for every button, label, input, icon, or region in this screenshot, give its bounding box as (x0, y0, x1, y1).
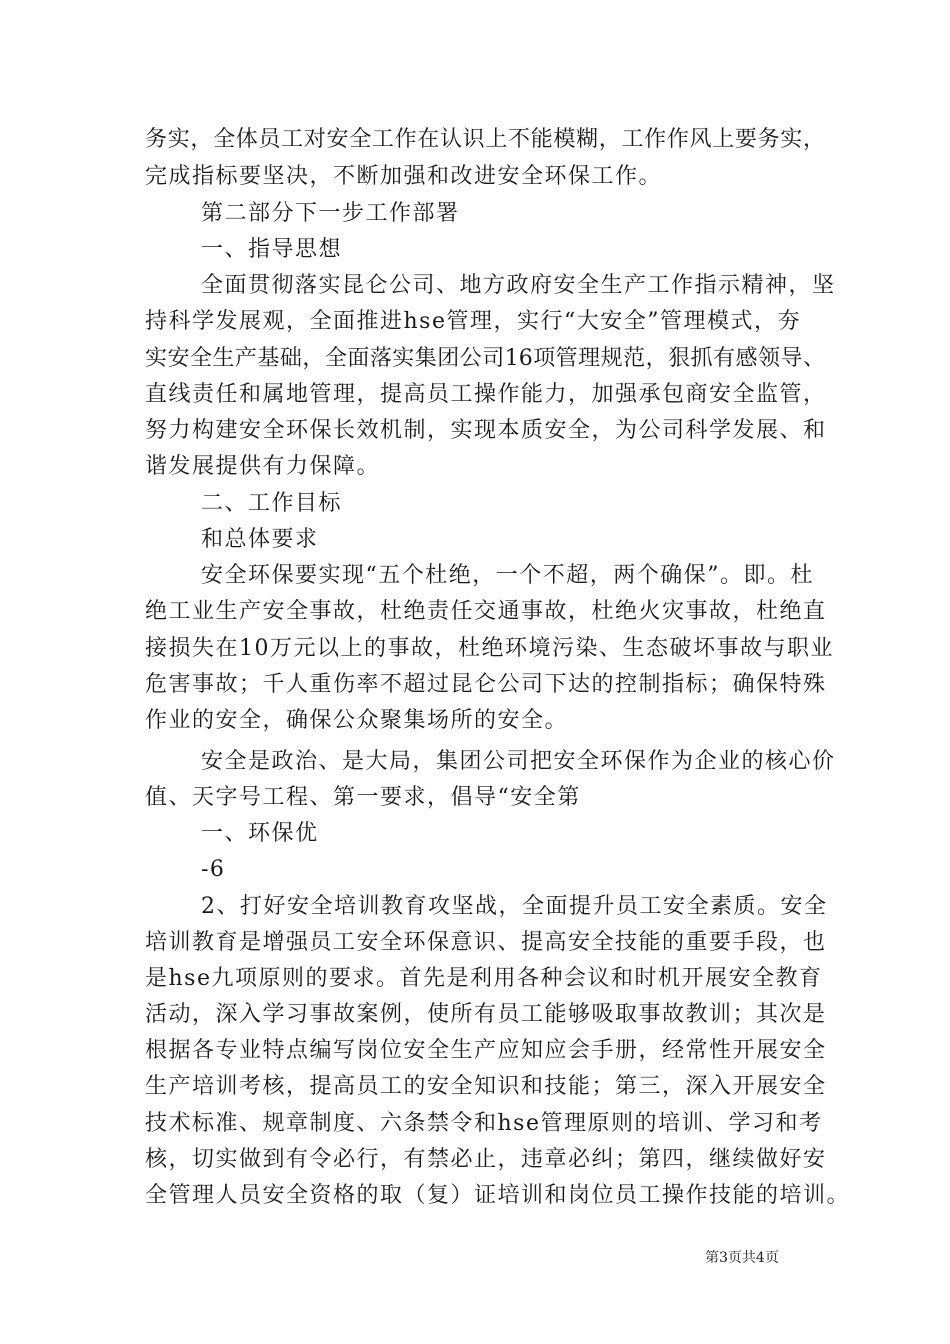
text-line: 2、打好安全培训教育攻坚战，全面提升员工安全素质。安全 (201, 894, 828, 919)
text-line: 全面贯彻落实昆仑公司、地方政府安全生产工作指示精神，坚 (201, 273, 836, 298)
text-line: 一、环保优 (201, 821, 319, 846)
text-line: 根据各专业特点编写岗位安全生产应知应会手册，经常性开展安全 (145, 1038, 827, 1063)
text-line: -6 (201, 857, 226, 882)
text-line: 持科学发展观，全面推进hse管理，实行“大安全”管理模式，夯 (145, 309, 801, 334)
text-line: 活动，深入学习事故案例，使所有员工能够吸取事故教训；其次是 (145, 1002, 827, 1027)
subsection-heading: 一、指导思想 (201, 237, 343, 262)
page-number: 第3页共4页 (705, 1250, 779, 1266)
text-line: 完成指标要坚决，不断加强和改进安全环保工作。 (145, 164, 663, 189)
text-line: 接损失在10万元以上的事故，杜绝环境污染、生态破坏事故与职业 (145, 636, 834, 661)
text-line: 值、天字号工程、第一要求，倡导“安全第 (145, 785, 581, 810)
text-line: 务实，全体员工对安全工作在认识上不能模糊，工作作风上要务实， (145, 127, 825, 152)
text-line: 实安全生产基础，全面落实集团公司16项管理规范，狠抓有感领导、 (145, 346, 825, 371)
text-line: 培训教育是增强员工安全环保意识、提高安全技能的重要手段，也 (145, 930, 827, 955)
text-line: 危害事故；千人重伤率不超过昆仑公司下达的控制指标；确保特殊 (145, 672, 827, 697)
text-line: 全管理人员安全资格的取（复）证培训和岗位员工操作技能的培训。 (145, 1183, 851, 1208)
text-line: 安全环保要实现“五个杜绝，一个不超，两个确保”。即。杜 (201, 563, 814, 588)
section-heading: 第二部分下一步工作部署 (201, 201, 460, 226)
text-line: 绝工业生产安全事故，杜绝责任交通事故，杜绝火灾事故，杜绝直 (145, 599, 827, 624)
text-line: 生产培训考核，提高员工的安全知识和技能；第三，深入开展安全 (145, 1074, 827, 1099)
subsection-heading: 和总体要求 (201, 527, 319, 552)
text-line: 核，切实做到有令必行，有禁必止，违章必纠；第四，继续做好安 (145, 1147, 827, 1172)
text-line: 是hse九项原则的要求。首先是利用各种会议和时机开展安全教育 (145, 966, 823, 991)
text-line: 技术标准、规章制度、六条禁令和hse管理原则的培训、学习和考 (145, 1111, 823, 1136)
text-line: 直线责任和属地管理，提高员工操作能力，加强承包商安全监管， (145, 382, 827, 407)
text-line: 安全是政治、是大局，集团公司把安全环保作为企业的核心价 (201, 749, 836, 774)
text-line: 作业的安全，确保公众聚集场所的安全。 (145, 708, 569, 733)
text-line: 努力构建安全环保长效机制，实现本质安全，为公司科学发展、和 (145, 418, 827, 443)
subsection-heading: 二、工作目标 (201, 491, 343, 516)
text-line: 谐发展提供有力保障。 (145, 454, 381, 479)
